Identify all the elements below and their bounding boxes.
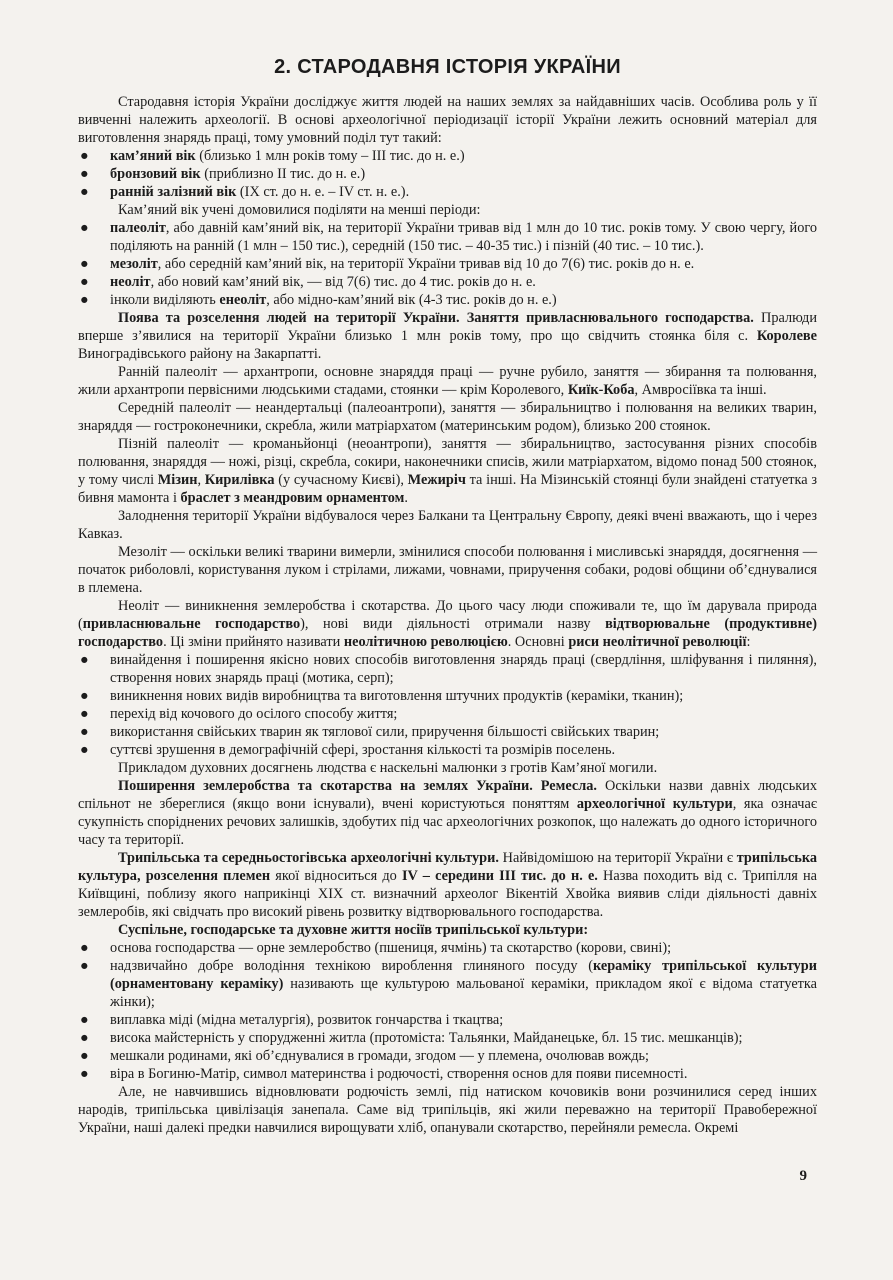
paragraph: Залоднення території України відбувалося через Балкани та Центральну Європу, деякі вчені вважають, що і через Кавказ. <box>78 508 817 542</box>
paragraph: Але, не навчившись відновлювати родючість землі, під натиском кочовиків вони розчинилися серед інших народів, трипільська цивілізація занепала. Саме від трипільців, які жили переважно на території Правобережної України, наші далекі предки навчилися вирощувати хліб, опанували скотарство, перейняли ремесла. Окремі <box>78 1084 817 1136</box>
bullet-icon: ● <box>80 958 89 974</box>
list-item: ● суттєві зрушення в демографічній сфері, зростання кількості та розмірів поселень. <box>80 742 616 758</box>
list-item: ● висока майстерність у спорудженні житла (протоміста: Тальянки, Майданецьке, бл. 15 тис. мешканців); <box>80 1030 743 1046</box>
period-list <box>78 147 817 201</box>
list-item: ● ранній залізний вік (ІХ ст. до н. е. – IV ст. н. е.). <box>80 184 410 200</box>
paragraph: Пізній палеоліт — кроманьйонці (неоантропи), заняття — збиральництво, застосування різних способів полювання, знаряддя — ножі, різці, скребла, сокири, наконечники списів, жили матріархатом, відомо понад 500 стоянок, у тому числі Мізин, Кирилівка (у сучасному Києві), Межиріч та інші. На Мізинській стоянці були знайдені статуетка з бивня мамонта і браслет з меандровим орнаментом. <box>78 436 818 506</box>
section-heading: Трипільська та середньостогівська археологічні культури. <box>118 850 499 866</box>
section-heading: Поширення землеробства та скотарства на землях України. Ремесла. <box>118 778 597 794</box>
section-heading: Суспільне, господарське та духовне життя носіїв трипільської культури: <box>118 922 589 938</box>
paragraph: Прикладом духовних досягнень людства є наскельні малюнки з гротів Кам’яної могили. <box>118 760 658 776</box>
bullet-icon: ● <box>80 652 89 668</box>
intro-paragraph: Стародавня історія України досліджує життя людей на наших землях за найдавніших часів. Особлива роль у її вивченні належить археології. В основі археологічної періодизації історії України лежить основний матеріал для виготовлення знарядь праці, тому умовний поділ тут такий: <box>78 94 817 146</box>
bullet-icon: ● <box>80 688 89 704</box>
bullet-icon: ● <box>80 220 89 236</box>
bullet-icon: ● <box>80 1048 89 1064</box>
section-paragraph: Поширення землеробства та скотарства на землях України. Ремесла. Оскільки назви давніх людських спільнот не збереглися (якщо вони існували), вчені користуються поняттям археологічної культури, яка означає сукупність споріднених речових залишків, здобутих під час археологічних розкопок, що належать до одного історичного часу та території. <box>78 778 817 848</box>
list-item: ● використання свійських тварин як тяглової сили, приручення більшості свійських тварин; <box>80 724 660 740</box>
bullet-icon: ● <box>80 274 89 290</box>
paragraph: Кам’яний вік учені домовилися поділяти на менші періоди: <box>118 202 481 218</box>
chapter-title: 2. СТАРОДАВНЯ ІСТОРІЯ УКРАЇНИ <box>274 56 621 78</box>
list-item: ● палеоліт, або давній кам’яний вік, на території України тривав від 1 млн до 10 тис. років тому. У свою чергу, його поділяють на ранній (1 млн – 150 тис.), середній (150 тис. – 40-35 тис.) і пізній (40 тис. – 10 тис.). <box>80 220 817 254</box>
list-item: ● бронзовий вік (приблизно ІІ тис. до н. е.) <box>80 166 366 182</box>
list-item: ● виплавка міді (мідна металургія), розвиток гончарства і ткацтва; <box>80 1012 504 1028</box>
paragraph: Ранній палеоліт — архантропи, основне знаряддя праці — ручне рубило, заняття — збирання та полювання, жили архантропи первісними людськими стадами, стоянки — крім Королевого, Киїк-Коба, Амвросіївка та інші. <box>78 364 817 398</box>
section-heading: Поява та розселення людей на території України. Заняття привласнювального господарства. <box>118 310 754 326</box>
list-item: ● перехід від кочового до осілого способу життя; <box>80 706 398 722</box>
stone-age-list <box>78 219 817 309</box>
list-item: ● віра в Богиню-Матір, символ материнства і родючості, створення основ для появи писемності. <box>80 1066 688 1082</box>
bullet-icon: ● <box>80 292 89 308</box>
bullet-icon: ● <box>80 166 89 182</box>
list-item: ● інколи виділяють енеоліт, або мідно-кам’яний вік (4-3 тис. років до н. е.) <box>80 292 557 308</box>
list-item: ● винайдення і поширення якісно нових способів виготовлення знарядь праці (свердління, шліфування і пиляння), створення нових знарядь праці (мотика, серп); <box>80 652 817 686</box>
bullet-icon: ● <box>80 1066 89 1082</box>
bullet-icon: ● <box>80 742 89 758</box>
paragraph: Неоліт — виникнення землеробства і скотарства. До цього часу люди споживали те, що їм дарувала природа (привласнювальне господарство), нові види діяльності отримали назву відтворювальне (продуктивне) господарство. Ці зміни прийнято називати неолітичною революцією. Основні риси неолітичної революції: <box>78 598 817 650</box>
section-heading-paragraph <box>78 921 817 939</box>
paragraph: Мезоліт — оскільки великі тварини вимерли, змінилися способи полювання і мисливські знаряддя, досягнення — початок риболовлі, користування луком і стрілами, лижами, човнами, приручення собаки, родові общини об’єднувалися в племена. <box>78 544 817 596</box>
neolithic-features-list <box>78 651 817 759</box>
trypillia-list <box>78 939 817 1083</box>
bullet-icon: ● <box>80 706 89 722</box>
bullet-icon: ● <box>80 148 89 164</box>
main-text <box>78 93 817 1137</box>
bullet-icon: ● <box>80 1012 89 1028</box>
list-item: ● основа господарства — орне землеробство (пшениця, ячмінь) та скотарство (корови, свині); <box>80 940 672 956</box>
bullet-icon: ● <box>80 724 89 740</box>
list-item: ● виникнення нових видів виробництва та виготовлення штучних продуктів (кераміки, тканин); <box>80 688 684 704</box>
bullet-icon: ● <box>80 184 89 200</box>
paragraph: Середній палеоліт — неандертальці (палеоантропи), заняття — збиральництво і полювання на великих тварин, знаряддя — гостроконечники, скребла, жили матріархатом (материнським родом), близько 200 стоянок. <box>78 400 817 434</box>
list-item: ● надзвичайно добре володіння технікою вироблення глиняного посуду (кераміку трипільської культури (орнаментовану кераміку) називають ще культурою мальованої кераміки, прикладом якої є відома статуетка жінки); <box>80 958 817 1010</box>
list-item: ● мешкали родинами, які об’єднувалися в громади, згодом — у племена, очолював вождь; <box>80 1048 649 1064</box>
section-paragraph: Поява та розселення людей на території України. Заняття привласнювального господарства. Пралюди вперше з’явилися на території України близько 1 млн років тому, про що свідчить стоянка біля с. Королеве Виноградівського району на Закарпатті. <box>78 310 817 362</box>
bullet-icon: ● <box>80 940 89 956</box>
list-item: ● мезоліт, або середній кам’яний вік, на території України тривав від 10 до 7(6) тис. років до н. е. <box>80 256 695 272</box>
bullet-icon: ● <box>80 1030 89 1046</box>
list-item: ● неоліт, або новий кам’яний вік, — від 7(6) тис. до 4 тис. років до н. е. <box>80 274 536 290</box>
section-paragraph: Трипільська та середньостогівська археологічні культури. Найвідомішою на території України є трипільська культура, розселення племен якої відноситься до IV – середини ІІІ тис. до н. е. Назва походить від с. Трипілля на Київщині, поблизу якого наприкінці ХІХ ст. визначний археолог Вікентій Хвойка виявив сліди діяльності давніх землеробів, які свідчать про високий рівень розвитку відтворювального господарства. <box>78 850 817 920</box>
page-number: 9 <box>799 1168 807 1184</box>
bullet-icon: ● <box>80 256 89 272</box>
list-item: ● кам’яний вік (близько 1 млн років тому – ІІІ тис. до н. е.) <box>80 148 465 164</box>
